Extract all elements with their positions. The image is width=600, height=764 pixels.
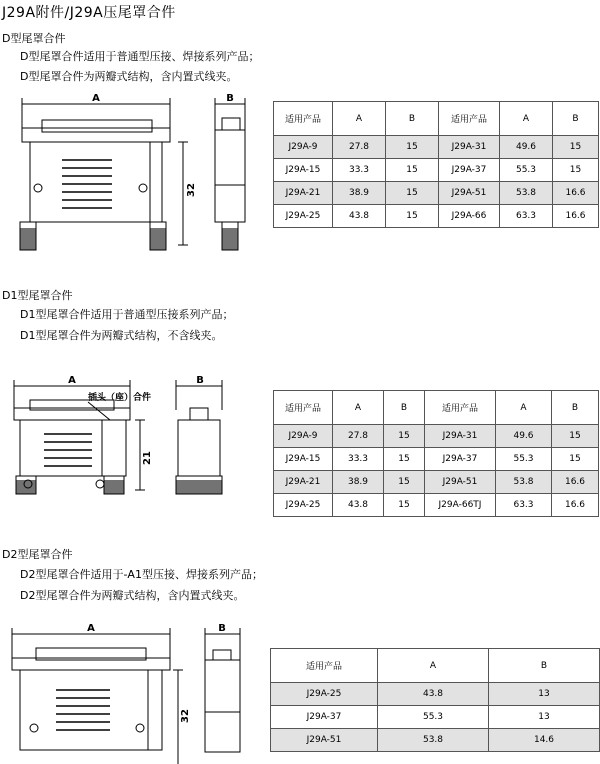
dim-label-b: B [226,93,234,104]
table-cell: J29A-51 [439,182,500,205]
table-row [274,182,599,205]
table-cell: J29A-66TJ [425,494,496,517]
table-header-cell: 适用产品 [274,391,333,425]
section-d-drawing [0,90,270,270]
table-cell: 15 [552,425,599,448]
table-header-row [271,649,600,683]
table-header-cell: 适用产品 [274,102,333,136]
table-cell: 53.8 [496,471,552,494]
section-d2-table [270,648,600,752]
table-cell: 15 [386,205,439,228]
table-cell: 16.6 [553,205,599,228]
table-header-cell: B [384,391,425,425]
section-d1-table [273,390,599,517]
table-cell: J29A-66 [439,205,500,228]
table-cell: 55.3 [496,448,552,471]
section-d1-desc-1: D1型尾罩合件适用于普通型压接系列产品； [20,308,234,321]
table-header-cell: B [386,102,439,136]
table-cell: 27.8 [333,425,384,448]
table-cell: 63.3 [500,205,553,228]
section-d-table [273,101,599,228]
section-d2-desc-1: D2型尾罩合件适用于-A1型压接、焊接系列产品； [20,568,263,581]
table-cell: 16.6 [552,471,599,494]
table-cell: 15 [384,448,425,471]
section-d2-drawing [0,620,270,764]
dim-label-a: A [87,623,95,634]
table-cell: 15 [386,159,439,182]
table-cell: 27.8 [333,136,386,159]
table-row [274,205,599,228]
table-cell: 33.3 [333,159,386,182]
table-cell: 38.9 [333,182,386,205]
table-header-row [274,391,599,425]
table-row [274,159,599,182]
table-row [274,471,599,494]
table-cell: J29A-21 [274,182,333,205]
table-cell: J29A-37 [271,706,378,729]
table-cell: 15 [553,159,599,182]
table-cell: J29A-37 [425,448,496,471]
table-header-row [274,102,599,136]
table-cell: J29A-51 [271,729,378,752]
table-cell: 15 [384,494,425,517]
table-cell: J29A-21 [274,471,333,494]
section-heading-d2: D2型尾罩合件 [2,548,73,561]
table-cell: 43.8 [333,494,384,517]
dim-label-height: 32 [186,183,197,197]
table-row [274,136,599,159]
table-header-cell: A [333,391,384,425]
table-cell: 13 [489,683,600,706]
dim-label-b: B [218,623,226,634]
table-cell: 38.9 [333,471,384,494]
table-header-cell: 适用产品 [439,102,500,136]
dim-label-a: A [68,375,76,386]
section-d2-desc-2: D2型尾罩合件为两瓣式结构，含内置式线夹。 [20,589,245,602]
table-row [271,683,600,706]
table-cell: J29A-31 [439,136,500,159]
table-cell: 16.6 [552,494,599,517]
table-row [271,729,600,752]
table-cell: 15 [552,448,599,471]
table-cell: J29A-9 [274,425,333,448]
section-heading-d: D型尾罩合件 [2,32,66,45]
table-cell: 53.8 [378,729,489,752]
table-cell: 63.3 [496,494,552,517]
table-cell: J29A-31 [425,425,496,448]
table-header-cell: A [378,649,489,683]
dim-label-a: A [92,93,100,104]
table-cell: J29A-25 [274,494,333,517]
table-header-cell: A [500,102,553,136]
table-cell: 49.6 [500,136,553,159]
table-cell: 53.8 [500,182,553,205]
table-cell: 55.3 [378,706,489,729]
table-header-cell: 适用产品 [425,391,496,425]
table-row [274,425,599,448]
table-cell: 55.3 [500,159,553,182]
table-cell: 33.3 [333,448,384,471]
table-cell: 15 [384,471,425,494]
table-cell: 13 [489,706,600,729]
table-cell: 14.6 [489,729,600,752]
table-cell: 16.6 [553,182,599,205]
table-header-cell: A [333,102,386,136]
table-row [274,494,599,517]
table-cell: J29A-9 [274,136,333,159]
table-cell: 49.6 [496,425,552,448]
table-header-cell: 适用产品 [271,649,378,683]
dim-label-height: 32 [180,709,191,723]
page-title: J29A附件/J29A压尾罩合件 [2,5,176,21]
section-heading-d1: D1型尾罩合件 [2,289,73,302]
table-header-cell: B [489,649,600,683]
table-cell: J29A-37 [439,159,500,182]
section-d1-desc-2: D1型尾罩合件为两瓣式结构，不含线夹。 [20,329,223,342]
table-cell: 15 [384,425,425,448]
table-cell: J29A-15 [274,159,333,182]
table-cell: 15 [386,136,439,159]
table-cell: J29A-51 [425,471,496,494]
table-cell: 43.8 [378,683,489,706]
section-d-desc-1: D型尾罩合件适用于普通型压接、焊接系列产品； [20,50,260,63]
dim-label-b: B [196,375,204,386]
dim-label-height: 21 [142,451,153,465]
section-d-desc-2: D型尾罩合件为两瓣式结构，含内置式线夹。 [20,70,238,83]
table-cell: 43.8 [333,205,386,228]
table-cell: 15 [386,182,439,205]
table-row [274,448,599,471]
table-cell: J29A-25 [274,205,333,228]
section-d1-drawing [0,372,270,502]
table-cell: 15 [553,136,599,159]
table-header-cell: A [496,391,552,425]
callout-label: 插头（座）合件 [88,393,152,403]
table-header-cell: B [553,102,599,136]
table-cell: J29A-15 [274,448,333,471]
table-header-cell: B [552,391,599,425]
table-row [271,706,600,729]
table-cell: J29A-25 [271,683,378,706]
